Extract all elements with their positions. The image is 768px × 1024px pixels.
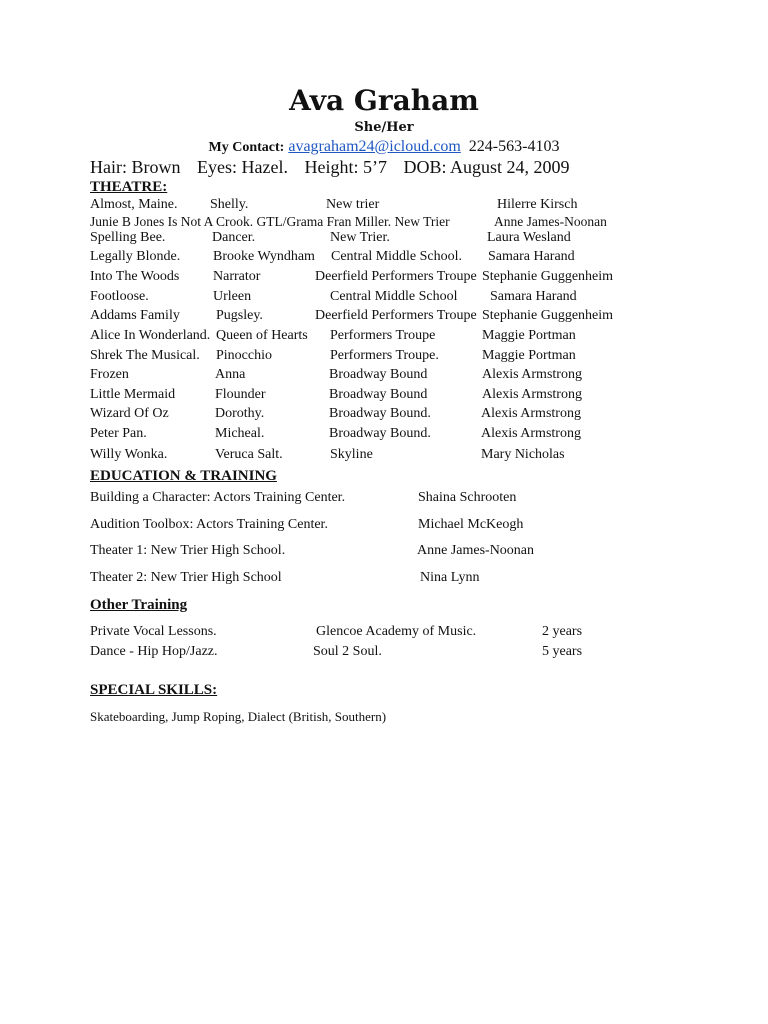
venue: Skyline [330, 447, 373, 462]
theatre-row [0, 230, 768, 248]
director: Alexis Armstrong [481, 426, 581, 441]
role: Brooke Wyndham [213, 249, 315, 264]
theatre-row [0, 249, 768, 267]
show-title: Almost, Maine. [90, 197, 178, 212]
hair: Hair: Brown [90, 157, 181, 177]
training-school: Soul 2 Soul. [313, 644, 382, 659]
role: Dancer. [212, 230, 256, 245]
special-skills-heading: SPECIAL SKILLS: [90, 682, 218, 698]
role: Micheal. [215, 426, 265, 441]
instructor: Nina Lynn [420, 570, 480, 585]
course: Building a Character: Actors Training Center. [90, 490, 346, 505]
venue: Deerfield Performers Troupe [315, 269, 477, 284]
venue: Performers Troupe [330, 328, 436, 343]
physical-stats [90, 157, 581, 178]
director: Stephanie Guggenheim [482, 308, 614, 323]
training-duration: 5 years [542, 644, 583, 659]
theatre-row [0, 328, 768, 346]
director: Maggie Portman [482, 348, 576, 363]
director: Hilerre Kirsch [497, 197, 578, 212]
venue: Central Middle School [330, 289, 458, 304]
show-title: Into The Woods [90, 269, 180, 284]
show-title: Spelling Bee. [90, 230, 166, 245]
theatre-row [0, 426, 768, 444]
training-type: Dance - Hip Hop/Jazz. [90, 644, 218, 659]
training-type: Private Vocal Lessons. [90, 624, 217, 639]
pronouns: She/Her [354, 120, 414, 135]
role: Anna [215, 367, 246, 382]
show-title: Little Mermaid [90, 387, 176, 402]
role: Pinocchio [216, 348, 272, 363]
role: Pugsley. [216, 308, 263, 323]
instructor: Michael McKeogh [418, 517, 524, 532]
show-title: Addams Family [90, 308, 180, 323]
course: Audition Toolbox: Actors Training Center. [90, 517, 328, 532]
education-row [0, 490, 768, 508]
theatre-row [0, 406, 768, 424]
contact-line [0, 138, 768, 156]
eyes: Eyes: Hazel. [196, 157, 288, 177]
director: Mary Nicholas [481, 447, 565, 462]
role: Urleen [213, 289, 252, 304]
training-duration: 2 years [542, 624, 583, 639]
show-title: Wizard Of Oz [90, 406, 169, 421]
phone-number: 224-563-4103 [468, 138, 560, 155]
director: Alexis Armstrong [482, 367, 582, 382]
show-title: Peter Pan. [90, 426, 147, 441]
show-title: Legally Blonde. [90, 249, 181, 264]
theatre-row [0, 289, 768, 307]
dob: DOB: August 24, 2009 [403, 157, 570, 177]
theatre-row [0, 387, 768, 405]
theatre-row [0, 348, 768, 366]
director: Laura Wesland [487, 230, 571, 245]
theatre-row [0, 269, 768, 287]
show-title: Footloose. [90, 289, 149, 304]
theatre-heading: THEATRE: [90, 179, 168, 195]
role: Dorothy. [215, 406, 265, 421]
theatre-row [0, 447, 768, 465]
height: Height: 5’7 [304, 157, 387, 177]
other-training-heading: Other Training [90, 597, 188, 613]
role: Flounder [215, 387, 266, 402]
show-title: Frozen [90, 367, 129, 382]
instructor: Shaina Schrooten [418, 490, 517, 505]
instructor: Anne James-Noonan [417, 543, 535, 558]
show-title: Junie B Jones Is Not A Crook. GTL/Grama Fran Miller. New Trier [90, 214, 450, 229]
venue: Broadway Bound. [329, 406, 431, 421]
venue: Broadway Bound. [329, 426, 431, 441]
theatre-row [0, 367, 768, 385]
role: Narrator [213, 269, 261, 284]
show-title: Willy Wonka. [90, 447, 168, 462]
venue: New Trier. [330, 230, 390, 245]
role: Queen of Hearts [216, 328, 308, 343]
course: Theater 1: New Trier High School. [90, 543, 286, 558]
venue: Deerfield Performers Troupe [315, 308, 477, 323]
email-link[interactable]: avagraham24@icloud.com [288, 138, 461, 155]
director: Stephanie Guggenheim [482, 269, 614, 284]
resume-name: Ava Graham [289, 84, 479, 117]
director: Alexis Armstrong [482, 387, 582, 402]
education-row [0, 543, 768, 561]
course: Theater 2: New Trier High School [90, 570, 282, 585]
other-training-row [0, 624, 768, 642]
venue: Broadway Bound [329, 387, 428, 402]
contact-label: My Contact: [208, 140, 285, 155]
director: Maggie Portman [482, 328, 576, 343]
show-title: Alice In Wonderland. [90, 328, 211, 343]
education-heading: EDUCATION & TRAINING [90, 468, 277, 484]
venue: Broadway Bound [329, 367, 428, 382]
role: Shelly. [210, 197, 249, 212]
other-training-row [0, 644, 768, 662]
venue: Performers Troupe. [330, 348, 439, 363]
education-row [0, 517, 768, 535]
education-row [0, 570, 768, 588]
director: Alexis Armstrong [481, 406, 581, 421]
role: Veruca Salt. [215, 447, 283, 462]
special-skills-text: Skateboarding, Jump Roping, Dialect (British, Southern) [90, 709, 387, 724]
theatre-row [0, 308, 768, 326]
director: Samara Harand [490, 289, 577, 304]
director: Samara Harand [488, 249, 575, 264]
director: Anne James-Noonan [494, 214, 607, 229]
show-title: Shrek The Musical. [90, 348, 200, 363]
venue: Central Middle School. [331, 249, 463, 264]
venue: New trier [326, 197, 380, 212]
theatre-row [0, 197, 768, 215]
training-school: Glencoe Academy of Music. [316, 624, 477, 639]
